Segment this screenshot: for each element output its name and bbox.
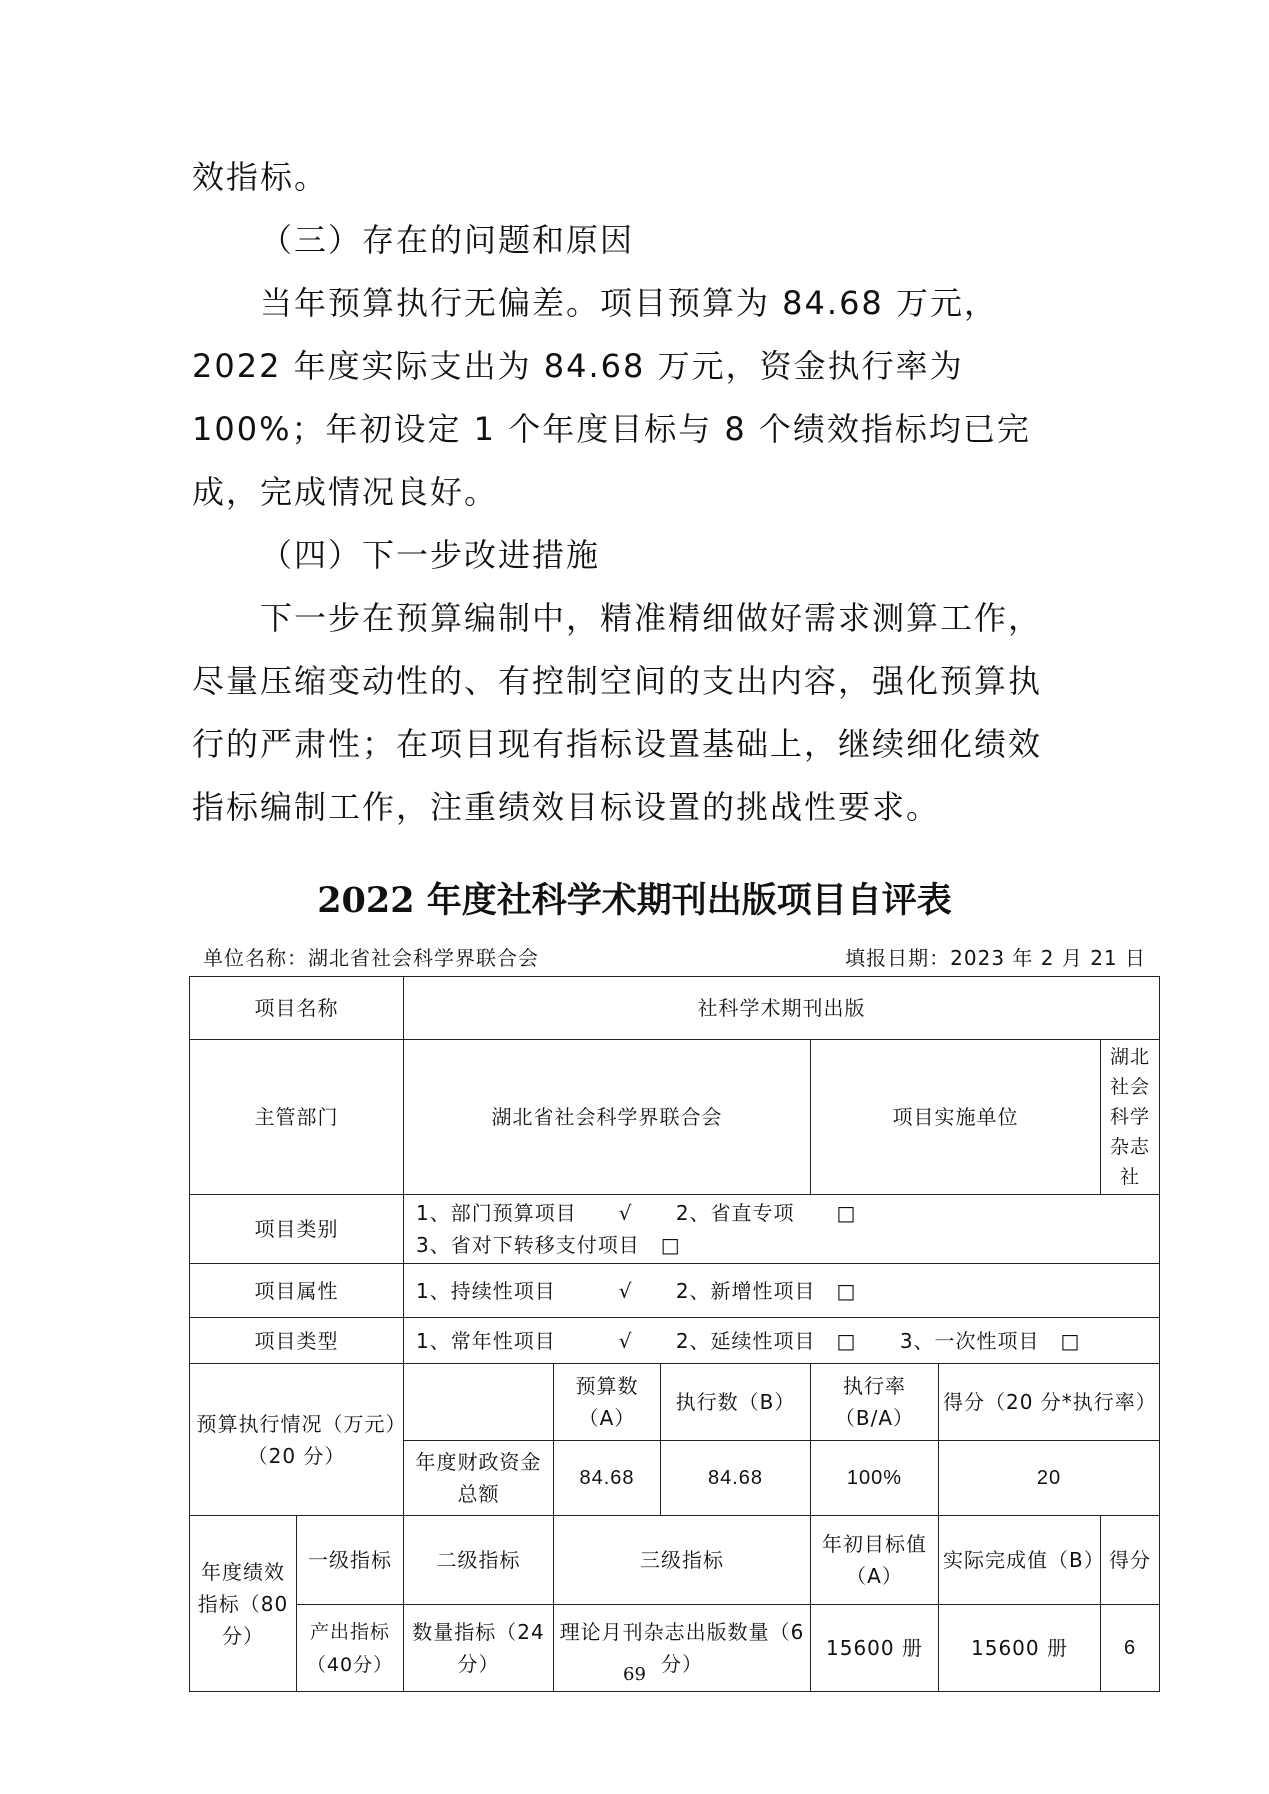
perf-label: 年度绩效指标（80 分） xyxy=(190,1516,297,1692)
score-col-header: 得分 xyxy=(1101,1516,1160,1605)
row1-score: 6 xyxy=(1101,1605,1160,1692)
fill-date: 填报日期：2023 年 2 月 21 日 xyxy=(845,946,1146,970)
category-option-2: 2、省直专项 □ xyxy=(675,1201,857,1225)
fund-rate-value: 100% xyxy=(811,1441,939,1516)
body-text xyxy=(192,146,1072,839)
attribute-options xyxy=(404,1264,1160,1318)
row-budget-header xyxy=(190,1364,1160,1441)
type-option-3: 3、一次性项目 □ xyxy=(899,1328,1081,1353)
row-perf-header xyxy=(190,1516,1160,1605)
paragraph-improvements: 下一步在预算编制中，精准精细做好需求测算工作，尽量压缩变动性的、有控制空间的支出内容，强化预算执行的严肃性；在项目现有指标设置基础上，继续细化绩效指标编制工作，注重绩效目标设置的挑战性要求。 xyxy=(192,599,1043,826)
category-option-3: 3、省对下转移支付项目 □ xyxy=(416,1233,681,1257)
fund-b-value: 84.68 xyxy=(661,1441,811,1516)
section-heading-4: （四）下一步改进措施 xyxy=(260,536,601,574)
level3-header: 三级指标 xyxy=(554,1516,811,1605)
exec-b-header: 执行数（B） xyxy=(661,1364,811,1441)
rate-header: 执行率（B/A） xyxy=(811,1364,939,1441)
level1-header: 一级指标 xyxy=(297,1516,404,1605)
type-options xyxy=(404,1318,1160,1364)
actual-header: 实际完成值（B） xyxy=(939,1516,1101,1605)
fund-total-label: 年度财政资金总额 xyxy=(404,1441,554,1516)
unit-name: 单位名称：湖北省社会科学界联合会 xyxy=(203,946,539,970)
project-name-value: 社科学术期刊出版 xyxy=(404,977,1160,1040)
section-heading-3: （三）存在的问题和原因 xyxy=(260,221,635,259)
paragraph-problems: 当年预算执行无偏差。项目预算为 84.68 万元，2022 年度实际支出为 84.68 万元，资金执行率为 100%；年初设定 1 个年度目标与 8 个绩效指标均已完成，完成情况良好。 xyxy=(192,284,1031,511)
paragraph-continuation: 效指标。 xyxy=(192,158,329,196)
row1-level2: 数量指标（24 分） xyxy=(404,1605,554,1692)
row1-actual: 15600 册 xyxy=(939,1605,1101,1692)
row-attribute xyxy=(190,1264,1160,1318)
page-number: 69 xyxy=(623,1664,646,1685)
row1-level3: 理论月刊杂志出版数量（6 分） xyxy=(554,1605,811,1692)
project-name-label: 项目名称 xyxy=(190,977,404,1040)
dept-value: 湖北省社会科学界联合会 xyxy=(404,1040,811,1195)
budget-a-header: 预算数（A） xyxy=(554,1364,661,1441)
type-option-1: 1、常年性项目 √ xyxy=(416,1328,633,1353)
category-option-1: 1、部门预算项目 √ xyxy=(416,1201,633,1225)
attribute-label: 项目属性 xyxy=(190,1264,404,1318)
target-header: 年初目标值（A） xyxy=(811,1516,939,1605)
type-label: 项目类型 xyxy=(190,1318,404,1364)
table-title: 2022 年度社科学术期刊出版项目自评表 xyxy=(317,880,952,921)
score-header: 得分（20 分*执行率） xyxy=(939,1364,1160,1441)
row-type xyxy=(190,1318,1160,1364)
row1-level1-text: 产出指标（40分） xyxy=(306,1621,394,1676)
dept-label: 主管部门 xyxy=(190,1040,404,1195)
type-option-2: 2、延续性项目 □ xyxy=(675,1328,857,1353)
impl-unit-label: 项目实施单位 xyxy=(811,1040,1101,1195)
budget-blank-cell xyxy=(404,1364,554,1441)
row-project-name xyxy=(190,977,1160,1040)
row1-target: 15600 册 xyxy=(811,1605,939,1692)
budget-label: 预算执行情况（万元）（20 分） xyxy=(190,1364,404,1516)
impl-unit-value: 湖北社会科学杂志社 xyxy=(1101,1040,1160,1195)
level2-header: 二级指标 xyxy=(404,1516,554,1605)
attribute-option-2: 2、新增性项目 □ xyxy=(675,1278,857,1303)
row-category xyxy=(190,1195,1160,1264)
category-label: 项目类别 xyxy=(190,1195,404,1264)
row-department xyxy=(190,1040,1160,1195)
attribute-option-1: 1、持续性项目 √ xyxy=(416,1278,633,1303)
category-options xyxy=(404,1195,1160,1264)
fund-a-value: 84.68 xyxy=(554,1441,661,1516)
fund-score-value: 20 xyxy=(939,1441,1160,1516)
self-evaluation-table xyxy=(189,976,1160,1692)
